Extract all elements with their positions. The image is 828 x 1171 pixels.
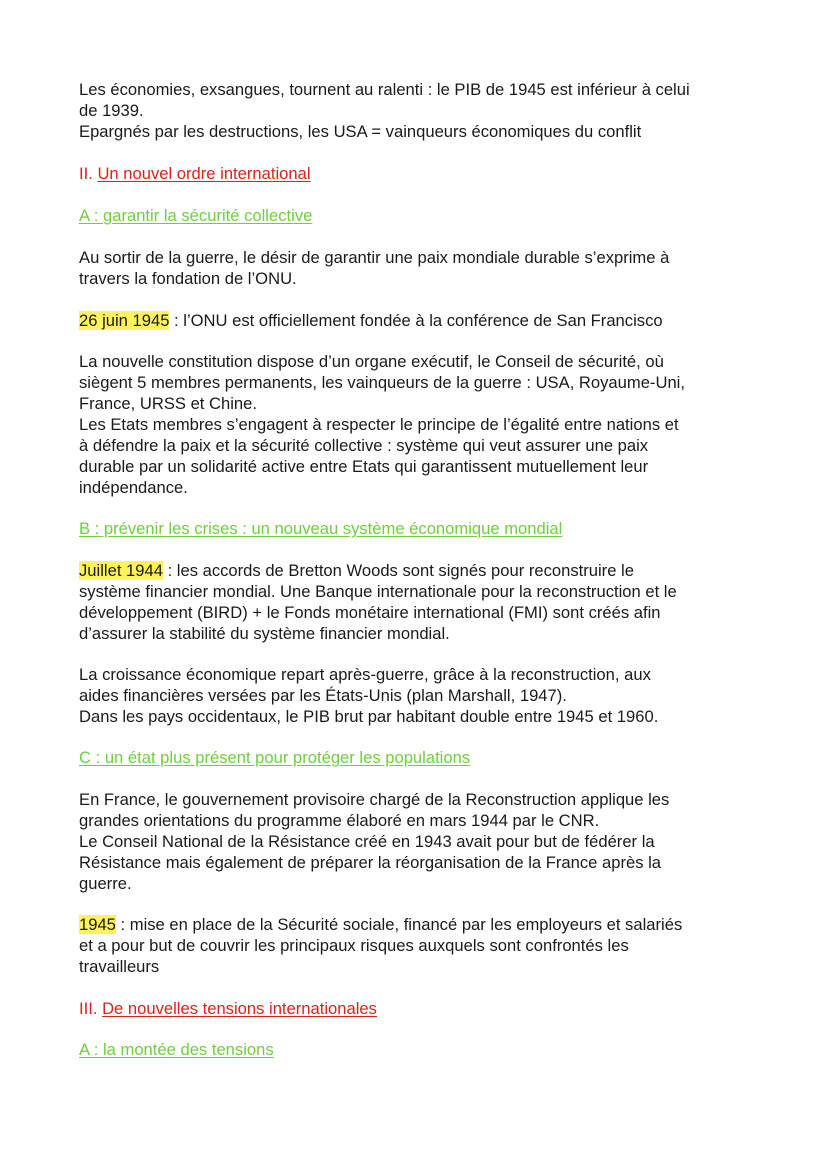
highlighted-date: 26 juin 1945 xyxy=(79,311,170,330)
section-number: III. xyxy=(79,999,103,1018)
paragraph-line: La nouvelle constitution dispose d’un organe exécutif, le Conseil de sécurité, où xyxy=(79,352,664,371)
event-line xyxy=(79,560,634,581)
paragraph-line: siègent 5 membres permanents, les vainqueurs de la guerre : USA, Royaume-Uni, xyxy=(79,373,685,392)
paragraph-line: système financier mondial. Une Banque internationale pour la reconstruction et le xyxy=(79,582,677,601)
paragraph-line: France, URSS et Chine. xyxy=(79,394,257,413)
event-text: : les accords de Bretton Woods sont signés pour reconstruire le xyxy=(162,561,634,580)
event-line xyxy=(79,310,663,331)
section-heading-2 xyxy=(79,163,311,184)
subsection-heading-2c: C : un état plus présent pour protéger les populations xyxy=(79,748,471,767)
intro-line: Epargnés par les destructions, les USA = vainqueurs économiques du conflit xyxy=(79,122,642,141)
paragraph-line: Résistance mais également de préparer la réorganisation de la France après la xyxy=(79,853,662,872)
paragraph-line: travailleurs xyxy=(79,957,160,976)
paragraph-line: durable par un solidarité active entre Etats qui garantissent mutuellement leur xyxy=(79,457,649,476)
paragraph-line: La croissance économique repart après-guerre, grâce à la reconstruction, aux xyxy=(79,665,651,684)
paragraph-line: indépendance. xyxy=(79,478,188,497)
subsection-heading-2b: B : prévenir les crises : un nouveau système économique mondial xyxy=(79,519,563,538)
paragraph-line: grandes orientations du programme élaboré en mars 1944 par le CNR. xyxy=(79,811,600,830)
paragraph-line: d’assurer la stabilité du système financier mondial. xyxy=(79,624,450,643)
paragraph-line: à défendre la paix et la sécurité collective : système qui veut assurer une paix xyxy=(79,436,649,455)
paragraph-line: En France, le gouvernement provisoire chargé de la Reconstruction applique les xyxy=(79,790,670,809)
highlighted-date: 1945 xyxy=(79,915,116,934)
section-title: Un nouvel ordre international xyxy=(97,164,311,183)
paragraph-line: et a pour but de couvrir les principaux risques auxquels sont confrontés les xyxy=(79,936,629,955)
paragraph-line: Dans les pays occidentaux, le PIB brut par habitant double entre 1945 et 1960. xyxy=(79,707,659,726)
paragraph-line: Au sortir de la guerre, le désir de garantir une paix mondiale durable s’exprime à xyxy=(79,248,670,267)
subsection-heading-2a: A : garantir la sécurité collective xyxy=(79,206,313,225)
section-title: De nouvelles tensions internationales xyxy=(102,999,377,1018)
event-text: : mise en place de la Sécurité sociale, financé par les employeurs et salariés xyxy=(115,915,683,934)
highlighted-date: Juillet 1944 xyxy=(79,561,163,580)
paragraph-line: développement (BIRD) + le Fonds monétaire international (FMI) sont créés afin xyxy=(79,603,661,622)
event-text: : l’ONU est officiellement fondée à la conférence de San Francisco xyxy=(169,311,663,330)
event-line xyxy=(79,914,682,935)
intro-line: Les économies, exsangues, tournent au ralenti : le PIB de 1945 est inférieur à celui xyxy=(79,80,690,99)
subsection-heading-3a: A : la montée des tensions xyxy=(79,1040,274,1059)
paragraph-line: aides financières versées par les États-Unis (plan Marshall, 1947). xyxy=(79,686,567,705)
paragraph-line: Les Etats membres s’engagent à respecter le principe de l’égalité entre nations et xyxy=(79,415,679,434)
paragraph-line: guerre. xyxy=(79,874,132,893)
paragraph-line: travers la fondation de l’ONU. xyxy=(79,269,297,288)
paragraph-line: Le Conseil National de la Résistance créé en 1943 avait pour but de fédérer la xyxy=(79,832,655,851)
intro-line: de 1939. xyxy=(79,101,144,120)
section-heading-3 xyxy=(79,998,377,1019)
section-number: II. xyxy=(79,164,98,183)
